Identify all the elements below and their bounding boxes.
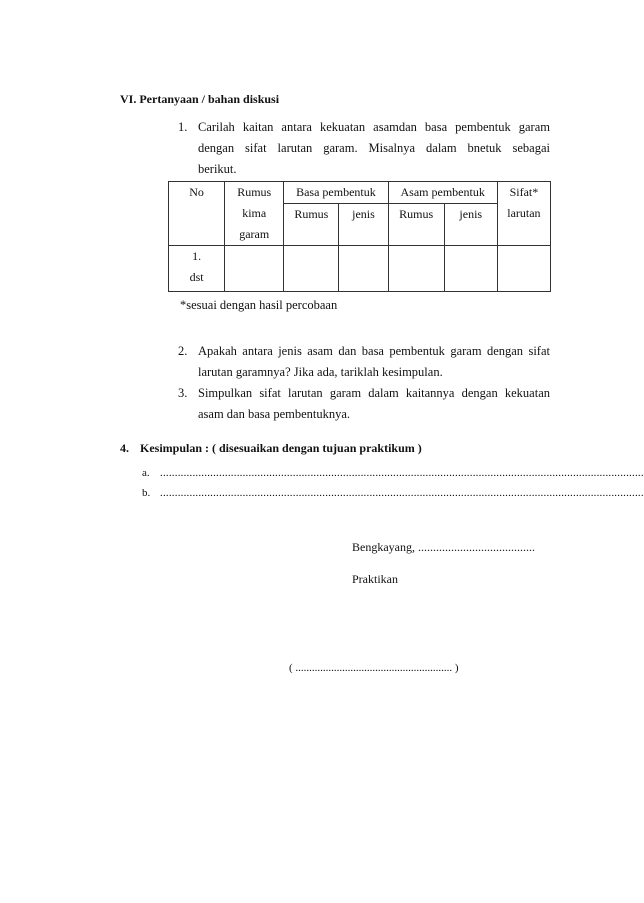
conclusion-item-a <box>142 467 644 479</box>
table-cell <box>284 246 339 292</box>
header-rumus-kimia: Rumus kima garam <box>225 182 284 246</box>
header-asam-pembentuk: Asam pembentuk <box>388 182 497 204</box>
subheader-asam-rumus: Rumus <box>388 204 444 246</box>
table-note: *sesuai dengan hasil percobaan <box>180 298 338 312</box>
question-2 <box>178 341 550 383</box>
answer-line: .................................................................................................................................................................... <box>160 487 644 499</box>
question-text-line: larutan garamnya? Jika ada, tariklah kesimpulan. <box>198 365 443 379</box>
table-cell <box>388 246 444 292</box>
conclusion-title: Kesimpulan : ( disesuaikan dengan tujuan praktikum ) <box>140 441 422 455</box>
table-cell <box>497 246 550 292</box>
question-text-line: berikut. <box>198 162 237 176</box>
conclusion-heading <box>120 441 540 457</box>
place-date-line: Bengkayang, ....................................... <box>352 540 535 554</box>
answer-line: .................................................................................................................................................................... <box>160 467 644 479</box>
header-basa-pembentuk: Basa pembentuk <box>284 182 388 204</box>
subheader-asam-jenis: jenis <box>444 204 497 246</box>
section-title: VI. Pertanyaan / bahan diskusi <box>120 92 280 106</box>
header-sifat-larutan: Sifat* larutan <box>497 182 550 246</box>
signature-name-line: ( ......................................................... ) <box>289 662 459 674</box>
question-text-line: asam dan basa pembentuknya. <box>198 407 351 421</box>
signer-role: Praktikan <box>352 572 398 586</box>
question-text-line: Simpulkan sifat larutan garam dalam kaitannya dengan kekuatan <box>198 386 550 400</box>
conclusion-number: 4. <box>120 441 129 455</box>
question-number: 3. <box>178 386 188 400</box>
conclusion-item-b <box>142 487 644 499</box>
question-number: 2. <box>178 344 188 358</box>
question-text-line: dengan sifat larutan garam. Misalnya dalam bnetuk sebagai <box>198 141 550 155</box>
question-text-line: Carilah kaitan antara kekuatan asamdan basa pembentuk garam <box>198 120 550 134</box>
table-cell <box>225 246 284 292</box>
question-1 <box>178 117 550 180</box>
subheader-basa-jenis: jenis <box>339 204 388 246</box>
question-number: 1. <box>178 120 188 134</box>
item-label: b. <box>142 487 151 499</box>
item-label: a. <box>142 467 150 479</box>
question-text-line: Apakah antara jenis asam dan basa pembentuk garam dengan sifat <box>198 344 550 358</box>
subheader-basa-rumus: Rumus <box>284 204 339 246</box>
header-no: No <box>169 182 225 246</box>
data-table <box>168 181 551 292</box>
table-cell-no: 1. dst <box>169 246 225 292</box>
table-cell <box>339 246 388 292</box>
question-3 <box>178 383 550 425</box>
table-cell <box>444 246 497 292</box>
